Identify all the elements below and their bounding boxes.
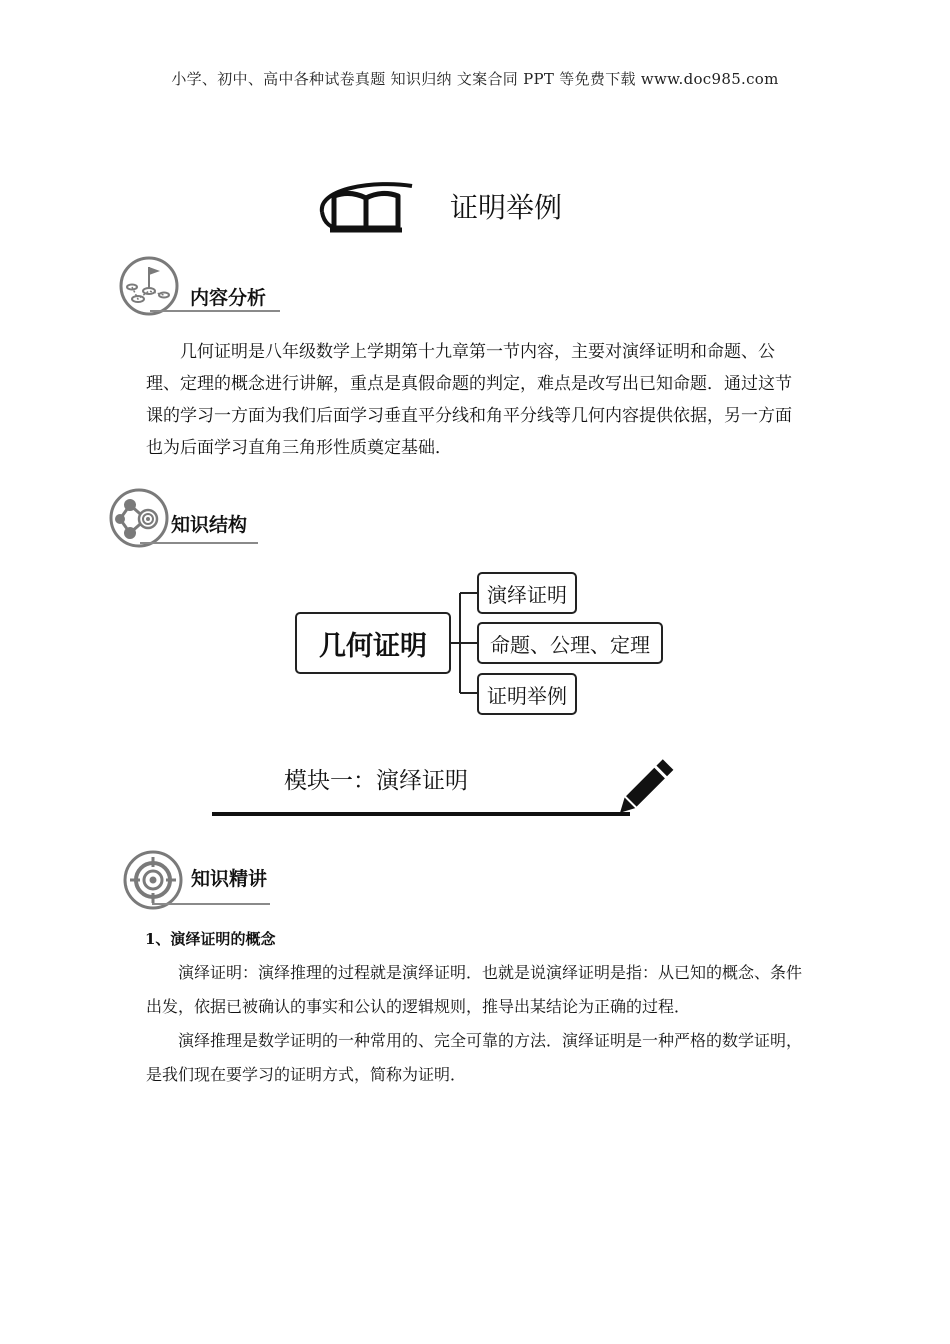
module-title: 模块一：演绎证明 — [284, 768, 468, 794]
tree-branch-node: 证明举例 — [477, 673, 577, 715]
section-underline — [152, 903, 270, 905]
section-underline — [140, 542, 258, 544]
tree-branch-node: 演绎证明 — [477, 572, 577, 614]
target-icon — [122, 849, 184, 911]
tree-root-node: 几何证明 — [295, 612, 451, 674]
section-title-content-analysis: 内容分析 — [190, 287, 267, 309]
flag-target-icon — [118, 255, 180, 317]
network-icon — [108, 487, 170, 549]
open-book-icon — [316, 178, 416, 238]
paragraph: 演绎推理是数学证明的一种常用的、完全可靠的方法．演绎证明是一种严格的数学证明，是我们现在要学习的证明方式，简称为证明． — [146, 1031, 803, 1084]
section-title-knowledge-structure: 知识结构 — [171, 514, 248, 536]
section-title-knowledge-detail: 知识精讲 — [191, 868, 268, 890]
subheading-deductive-proof: 1、演绎证明的概念 — [145, 930, 276, 948]
tree-connector — [450, 590, 480, 700]
paragraph: 演绎证明：演绎推理的过程就是演绎证明．也就是说演绎证明是指：从已知的概念、条件出发，依据已被确认的事实和公认的逻辑规则，推导出某结论为正确的过程． — [146, 963, 803, 1016]
tree-branch-node: 命题、公理、定理 — [477, 622, 663, 664]
knowledge-detail-body — [146, 956, 812, 1092]
content-analysis-paragraph: 几何证明是八年级数学上学期第十九章第一节内容，主要对演绎证明和命题、公理、定理的概念进行讲解，重点是真假命题的判定，难点是改写出已知命题．通过这节课的学习一方面为我们后面学习垂直平分线和角平分线等几何内容提供依据，另一方面也为后面学习直角三角形性质奠定基础． — [146, 342, 792, 458]
module-underline — [212, 812, 630, 816]
page-title: 证明举例 — [450, 191, 563, 224]
pencil-icon — [612, 758, 674, 820]
top-banner: 小学、初中、高中各种试卷真题 知识归纳 文案合同 PPT 等免费下载 www.doc985.com — [171, 70, 779, 88]
section-underline — [150, 310, 280, 312]
